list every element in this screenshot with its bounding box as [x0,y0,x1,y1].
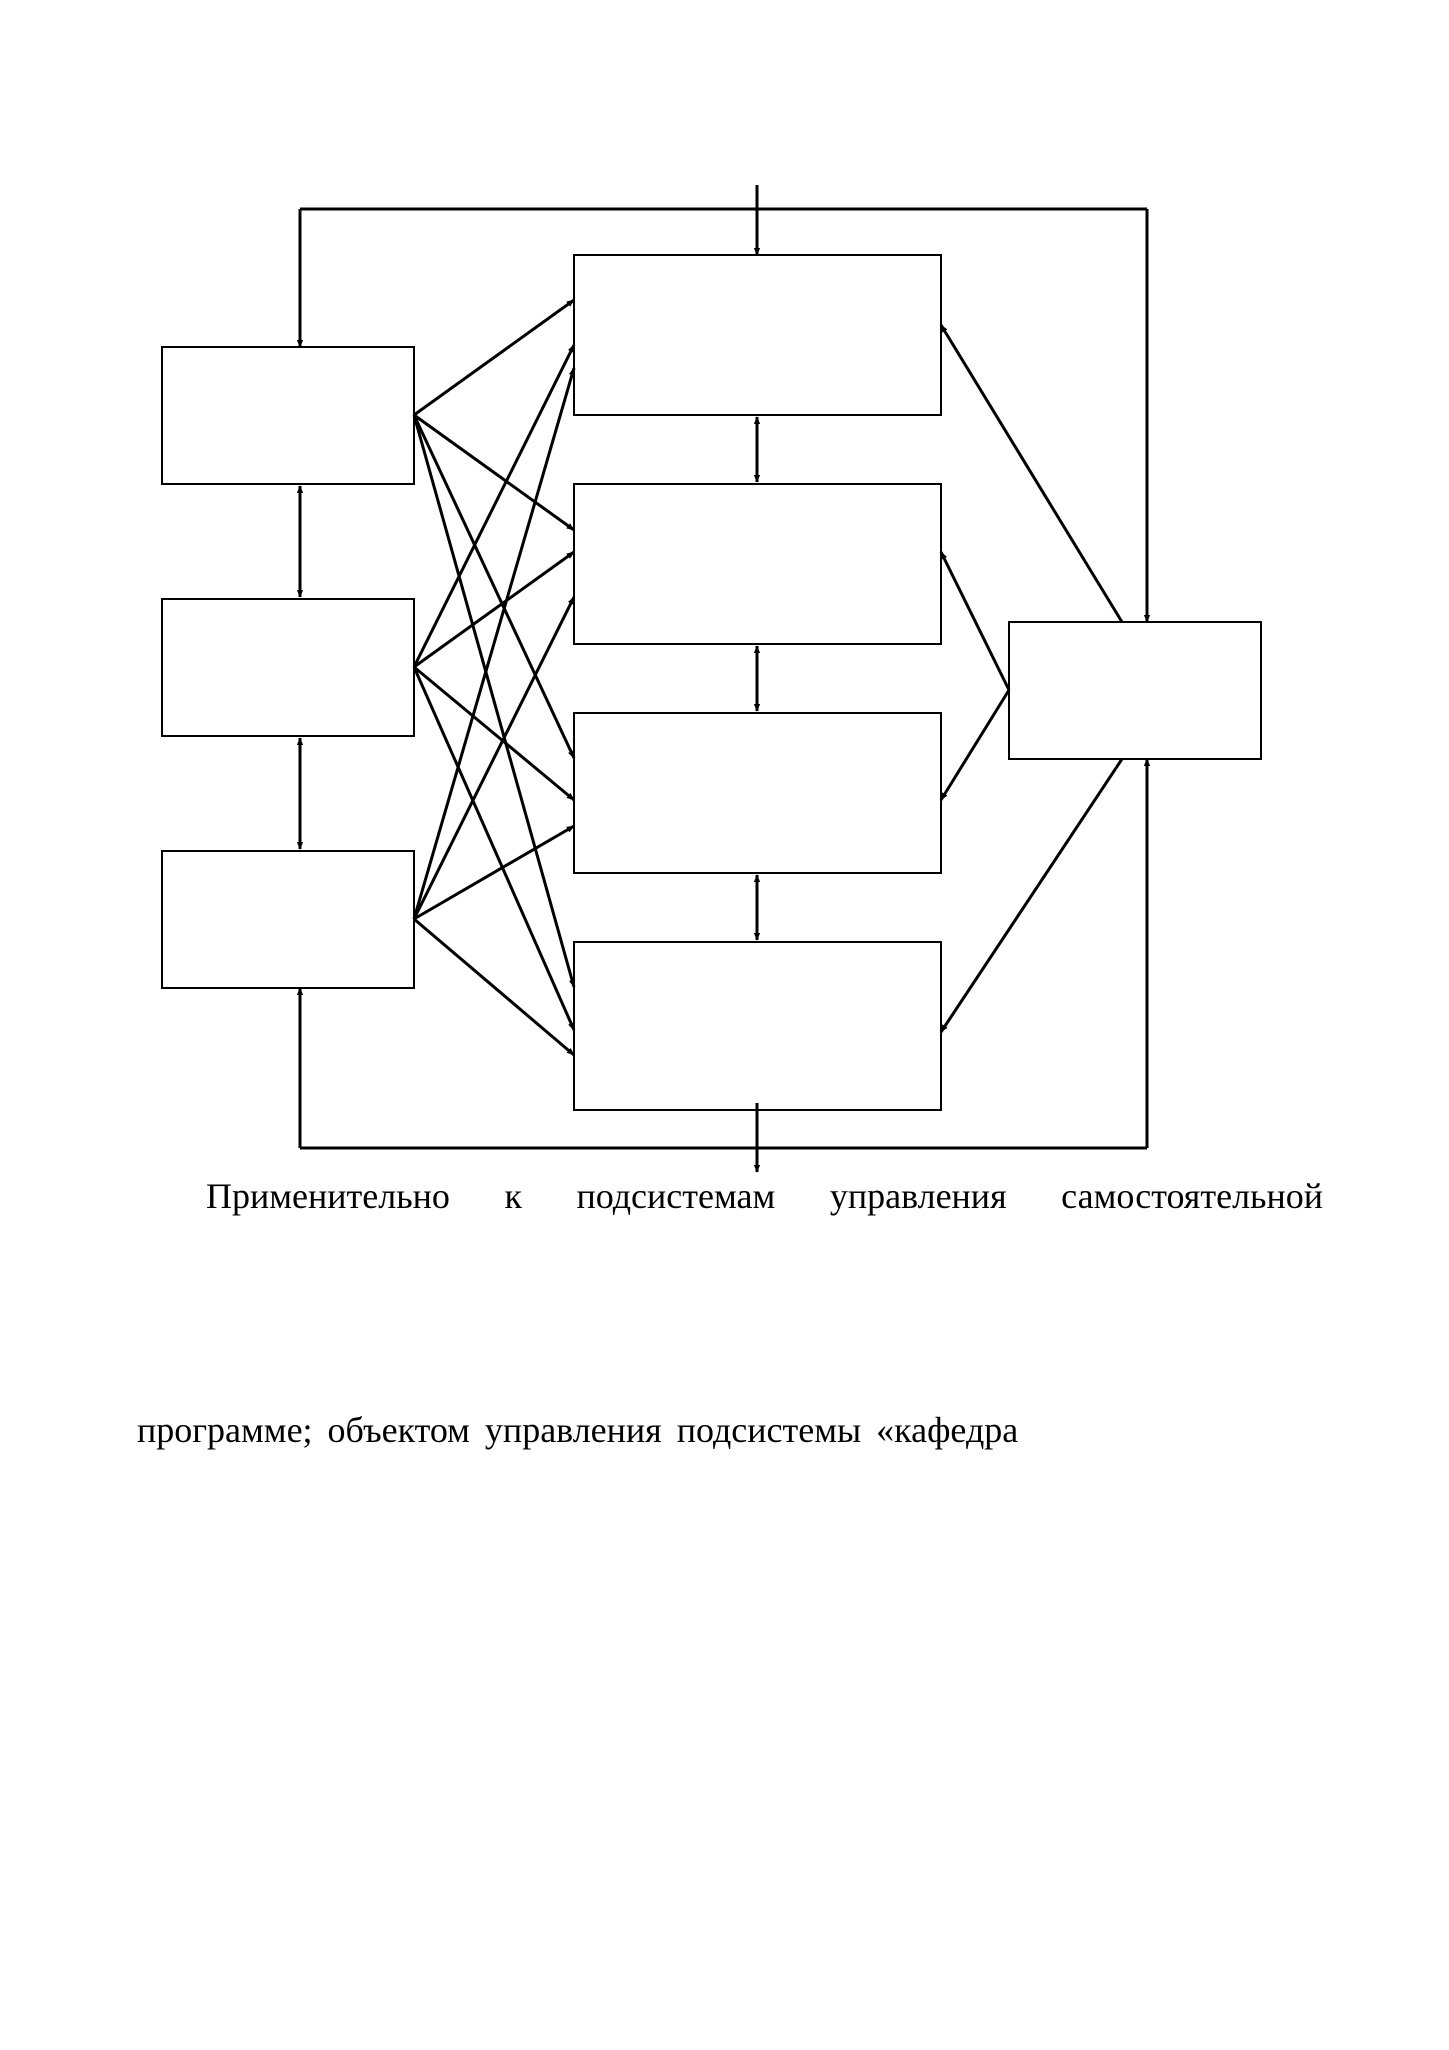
center-box-3 [574,713,941,873]
center-box-4 [574,942,941,1110]
left-box-2 [162,599,414,736]
right-to-c3 [941,690,1009,800]
fan-l1-c1 [414,300,574,415]
fan-l3-c4 [414,919,574,1055]
left-box-3 [162,851,414,988]
center-box-1 [574,255,941,415]
left-box-1 [162,347,414,484]
fan-l1-c4 [414,415,574,987]
right-to-c1 [941,325,1122,622]
fan-l1-c2 [414,415,574,530]
right-to-c2 [941,552,1009,690]
fan-l2-c2 [414,552,574,667]
right-box [1009,622,1261,759]
fan-l2-c4 [414,667,574,1030]
paragraph-1: Применительно к подсистемам управления самостоятельной [206,1176,1323,1216]
right-to-c4 [941,759,1122,1032]
fan-l2-c3 [414,667,574,800]
center-box-2 [574,484,941,644]
paragraph-2: программе; объектом управления подсистемы «кафедра [137,1410,1019,1450]
